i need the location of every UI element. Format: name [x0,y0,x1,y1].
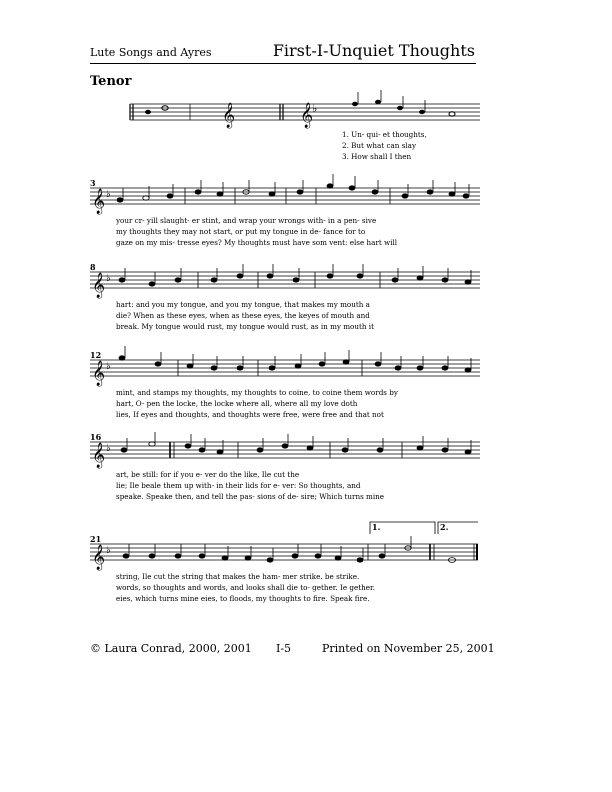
print-date: Printed on November 25, 2001 [322,642,495,655]
svg-text:♭: ♭ [106,189,111,200]
lyric-line: lie; Ile beale them up with- in their lids for e- ver: So thoughts, and [116,481,361,490]
lyric-line: 1. Un- qui- et thoughts, [342,130,427,139]
measure-number: 3 [90,178,96,188]
lyric-line: your cr- yill slaught- er stint, and wrap your wrongs with- in a pen- sive [116,216,377,225]
copyright-notice: © Laura Conrad, 2000, 2001 [90,642,252,655]
header-rule [90,63,476,64]
music-system-3 [90,262,480,334]
music-system-6 [90,520,480,610]
collection-title: Lute Songs and Ayres [90,46,212,59]
page-number: I-5 [276,642,292,655]
music-system-1 [90,98,480,168]
measure-number: 16 [90,432,102,442]
staff-4 [90,350,480,390]
song-title: First-I-Unquiet Thoughts [272,41,475,60]
volta-1: 1. [372,522,381,532]
staff-6-lines [90,534,480,574]
lyric-line: mint, and stamps my thoughts, my thoughts to coine, to coine them words by [116,388,398,397]
svg-text:𝄞: 𝄞 [92,361,106,386]
svg-text:♭: ♭ [106,545,111,556]
svg-text:𝄞: 𝄞 [92,273,106,298]
svg-text:𝄞: 𝄞 [92,443,106,468]
svg-text:♭: ♭ [106,361,111,372]
lyric-line: break. My tongue would rust, my tongue would rust, as in my mouth it [116,322,374,331]
lyric-line: hart: and you my tongue, and you my tongue, that makes my mouth a [116,300,370,309]
lyric-line: art, be still: for if you e- ver do the like, Ile cut the [116,470,300,479]
lyric-line: gaze on my mis- tresse eyes? My thoughts must have som vent: else hart will [116,238,398,247]
staff-5 [90,432,480,472]
lyric-line: string, Ile cut the string that makes the ham- mer strike. be strike. [116,572,360,581]
part-name: Tenor [90,74,132,89]
measure-number: 8 [90,262,96,272]
music-system-5 [90,432,480,504]
lyric-line: die? When as these eyes, when as these eyes, the keyes of mouth and [116,311,370,320]
lyric-line: my thoughts they may not start, or put my tongue in de- fance for to [116,227,366,236]
lyric-line: lies, If eyes and thoughts, and thoughts were free, were free and that not [116,410,384,419]
svg-text:♭: ♭ [106,443,111,454]
staff-3 [90,262,480,302]
lyric-line: 2. But what can slay [342,141,417,150]
lyric-line: words, so thoughts and words, and looks shall die to- gether. Ie gether. [116,583,375,592]
volta-2: 2. [440,522,449,532]
lyric-line: eies, which turns mine eies, to floods, my thoughts to fire. Speak fire. [116,594,370,603]
svg-text:𝄞: 𝄞 [92,545,106,570]
lyric-line: hart, O- pen the locke, the locke where all, where all my love doth [116,399,358,408]
measure-number: 21 [90,534,102,544]
svg-text:𝄞: 𝄞 [300,103,314,128]
lyric-line: 3. How shall I then [342,152,412,161]
svg-text:𝄞: 𝄞 [92,189,106,214]
svg-text:♭: ♭ [106,273,111,284]
lyric-line: speake. Speake then, and tell the pas- sions of de- sire; Which turns mine [116,492,385,501]
music-system-4 [90,350,480,422]
staff-2 [90,178,480,218]
svg-text:♭: ♭ [312,102,318,115]
measure-number: 12 [90,350,102,360]
svg-text:𝄞: 𝄞 [222,103,236,128]
music-system-2 [90,178,480,250]
